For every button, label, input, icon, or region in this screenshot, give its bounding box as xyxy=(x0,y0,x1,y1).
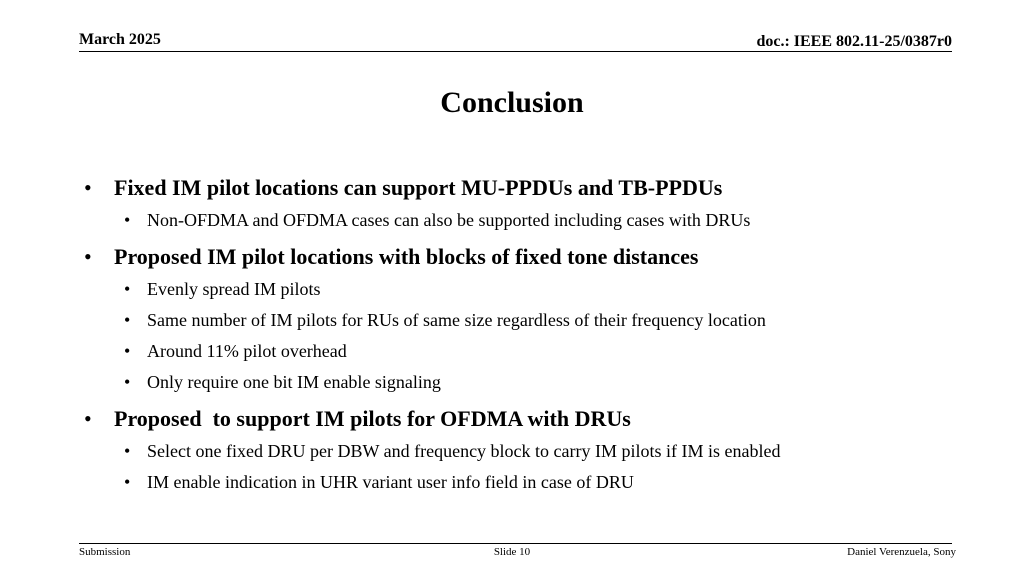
bullet-item xyxy=(84,170,964,205)
bullet-item xyxy=(84,239,964,274)
bullet-item xyxy=(84,401,964,436)
header-divider xyxy=(79,51,952,52)
sub-bullet-dot-icon: • xyxy=(124,310,131,330)
sub-bullet-text: Evenly spread IM pilots xyxy=(147,279,321,299)
bullet-text: Fixed IM pilot locations can support MU-PPDUs and TB-PPDUs xyxy=(114,175,723,200)
footer-submission: Submission xyxy=(79,546,131,558)
bullet-dot-icon: • xyxy=(84,175,92,200)
sub-bullet-dot-icon: • xyxy=(124,441,131,461)
sub-bullet-text: IM enable indication in UHR variant user info field in case of DRU xyxy=(147,472,634,492)
bullet-text: Proposed IM pilot locations with blocks of fixed tone distances xyxy=(114,244,699,269)
sub-bullet-text: Select one fixed DRU per DBW and frequency block to carry IM pilots if IM is enabled xyxy=(147,441,781,461)
sub-bullet-item xyxy=(84,467,964,498)
slide-title: Conclusion xyxy=(440,86,584,119)
sub-bullet-item xyxy=(84,367,964,398)
sub-bullet-text: Same number of IM pilots for RUs of same size regardless of their frequency location xyxy=(147,310,766,330)
sub-bullet-item xyxy=(84,305,964,336)
sub-bullet-text: Only require one bit IM enable signaling xyxy=(147,372,441,392)
sub-bullet-list xyxy=(84,205,964,236)
sub-bullet-group xyxy=(84,274,964,398)
sub-bullet-item xyxy=(84,205,964,236)
footer-divider xyxy=(79,543,952,544)
sub-bullet-dot-icon: • xyxy=(124,210,131,230)
bullet-dot-icon: • xyxy=(84,244,92,269)
sub-bullet-dot-icon: • xyxy=(124,279,131,299)
sub-bullet-dot-icon: • xyxy=(124,372,131,392)
sub-bullet-text: Around 11% pilot overhead xyxy=(147,341,347,361)
sub-bullet-group xyxy=(84,436,964,498)
sub-bullet-list xyxy=(84,436,964,498)
sub-bullet-list xyxy=(84,274,964,398)
sub-bullet-item xyxy=(84,436,964,467)
footer-author: Daniel Verenzuela, Sony xyxy=(847,546,956,558)
header-date: March 2025 xyxy=(79,31,161,48)
sub-bullet-item xyxy=(84,274,964,305)
sub-bullet-item xyxy=(84,336,964,367)
bullet-dot-icon: • xyxy=(84,406,92,431)
bullet-list xyxy=(84,170,964,501)
header-doc-id: doc.: IEEE 802.11-25/0387r0 xyxy=(756,33,952,50)
footer-slide-number: Slide 10 xyxy=(493,546,531,558)
sub-bullet-dot-icon: • xyxy=(124,472,131,492)
sub-bullet-text: Non-OFDMA and OFDMA cases can also be supported including cases with DRUs xyxy=(147,210,751,230)
bullet-text: Proposed to support IM pilots for OFDMA with DRUs xyxy=(114,406,631,431)
sub-bullet-group xyxy=(84,205,964,236)
sub-bullet-dot-icon: • xyxy=(124,341,131,361)
